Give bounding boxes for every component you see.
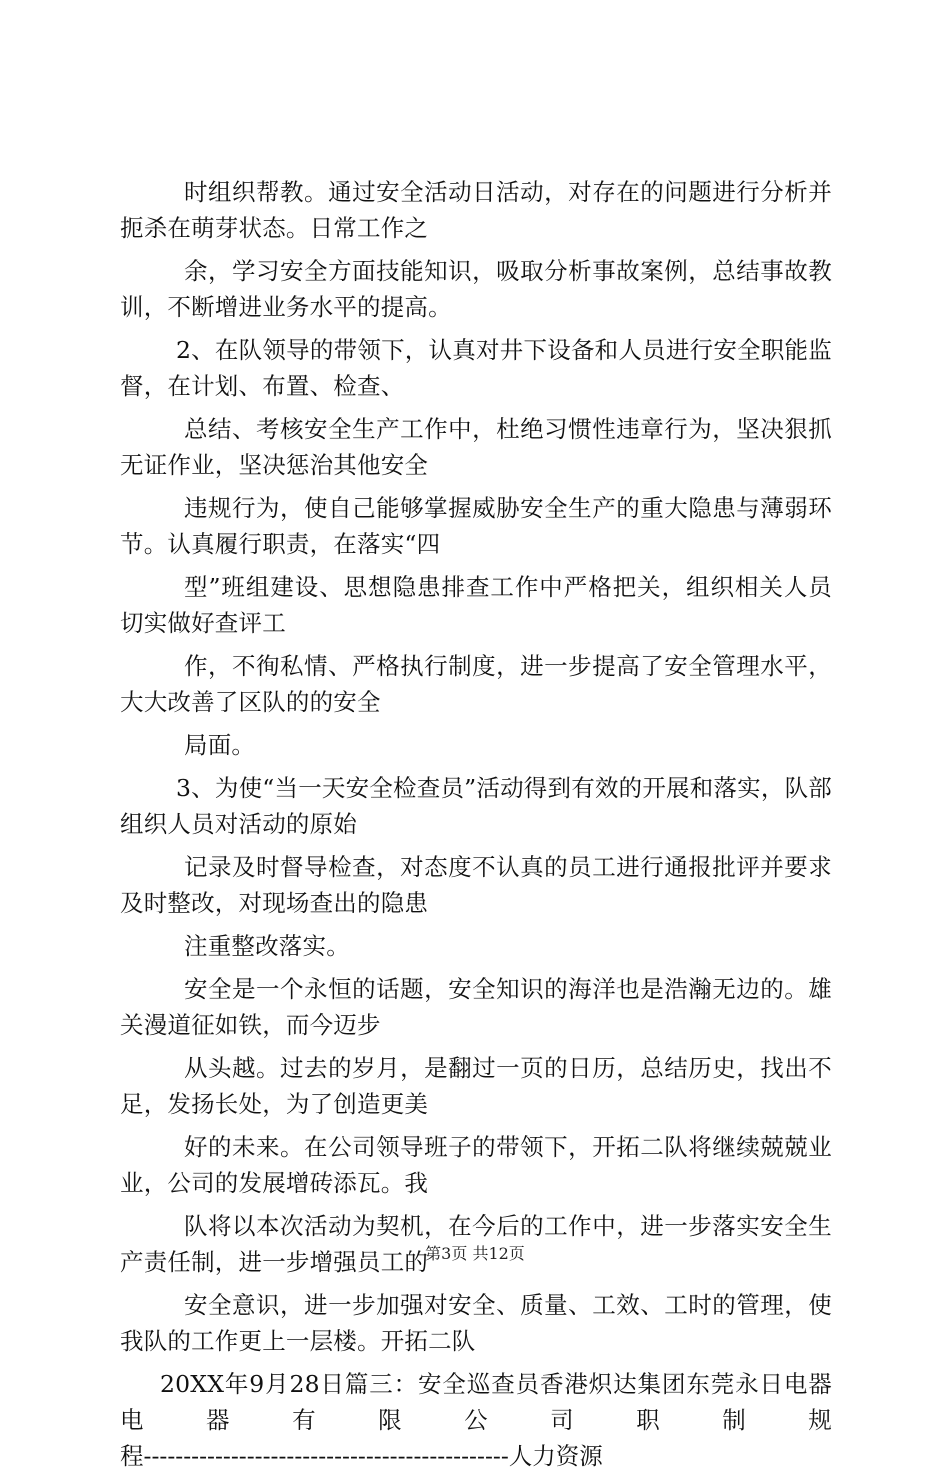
paragraph: 局面。 bbox=[184, 731, 256, 759]
paragraph: 队将以本次活动为契机，在今后的工作中，进一步落实安全生产责任制，进一步增强员工的 bbox=[120, 1212, 832, 1276]
document-body bbox=[120, 174, 832, 1474]
paragraph: 注重整改落实。 bbox=[184, 932, 350, 960]
paragraph: 安全是一个永恒的话题，安全知识的海洋也是浩瀚无边的。雄关漫道征如铁，而今迈步 bbox=[120, 975, 832, 1039]
paragraph: 3、为使“当一天安全检查员”活动得到有效的开展和落实，队部组织人员对活动的原始 bbox=[120, 774, 832, 838]
paragraph: 记录及时督导检查，对态度不认真的员工进行通报批评并要求及时整改，对现场查出的隐患 bbox=[120, 853, 832, 917]
paragraph: 程----------------------------------------------人力资源 bbox=[120, 1442, 603, 1470]
paragraph: 2、在队领导的带领下，认真对井下设备和人员进行安全职能监督，在计划、布置、检查、 bbox=[120, 336, 832, 400]
paragraph: 时组织帮教。通过安全活动日活动，对存在的问题进行分析并扼杀在萌芽状态。日常工作之 bbox=[120, 178, 832, 242]
paragraph: 余，学习安全方面技能知识，吸取分析事故案例，总结事故教训，不断增进业务水平的提高。 bbox=[120, 257, 832, 321]
paragraph: 作，不徇私情、严格执行制度，进一步提高了安全管理水平，大大改善了区队的的安全 bbox=[120, 652, 832, 716]
paragraph: 从头越。过去的岁月，是翻过一页的日历，总结历史，找出不足，发扬长处，为了创造更美 bbox=[120, 1054, 832, 1118]
paragraph: 安全意识，进一步加强对安全、质量、工效、工时的管理，使我队的工作更上一层楼。开拓二队 bbox=[120, 1291, 832, 1355]
paragraph: 型”班组建设、思想隐患排查工作中严格把关，组织相关人员切实做好查评工 bbox=[120, 573, 832, 637]
paragraph: 好的未来。在公司领导班子的带领下，开拓二队将继续兢兢业业，公司的发展增砖添瓦。我 bbox=[120, 1133, 832, 1197]
paragraph: 违规行为，使自己能够掌握威胁安全生产的重大隐患与薄弱环节。认真履行职责，在落实“四 bbox=[120, 494, 832, 558]
page-number-footer: 第3页 共12页 bbox=[425, 1244, 525, 1263]
paragraph: 20XX年9月28日篇三：安全巡查员香港炽达集团东莞永日电器电器有限公司职制规 bbox=[120, 1370, 832, 1434]
paragraph: 总结、考核安全生产工作中，杜绝习惯性违章行为，坚决狠抓无证作业，坚决惩治其他安全 bbox=[120, 415, 832, 479]
